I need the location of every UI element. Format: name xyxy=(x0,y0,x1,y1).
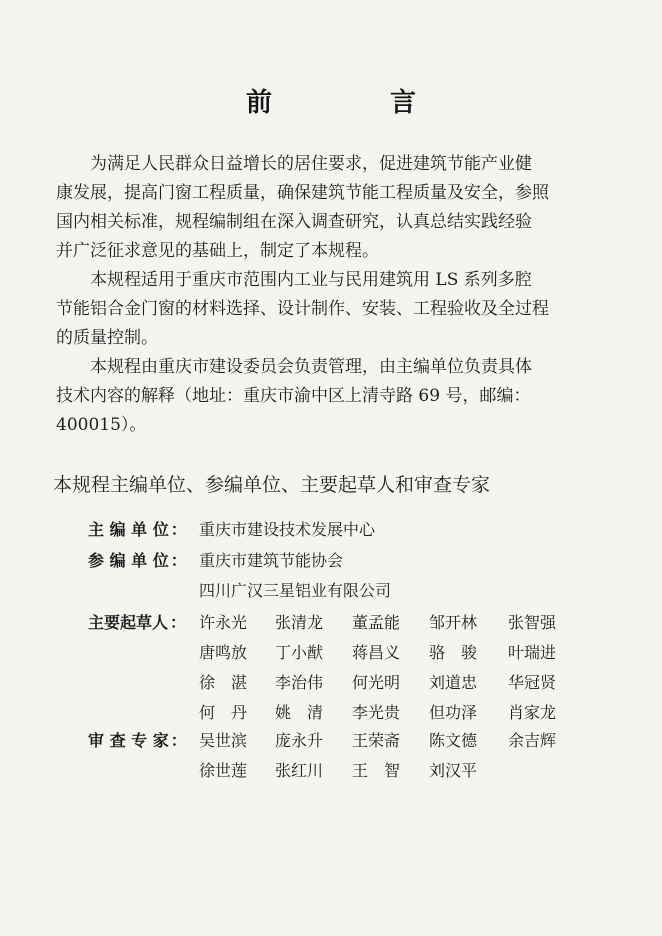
person-name: 肖家龙 xyxy=(508,703,557,722)
person-name: 陈文德 xyxy=(429,731,478,750)
person-name: 李治伟 xyxy=(275,673,324,692)
paragraph-line: 本规程适用于重庆市范围内工业与民用建筑用 LS 系列多腔 xyxy=(90,270,532,290)
person-name: 丁小猷 xyxy=(275,643,324,662)
person-name: 王 智 xyxy=(352,761,401,780)
person-name: 张红川 xyxy=(275,761,324,780)
person-name: 王荣斋 xyxy=(352,731,401,750)
label-colon: ： xyxy=(170,731,187,750)
person-name: 张智强 xyxy=(508,613,557,632)
chief-unit-label-text: 主 编 单 位 xyxy=(88,520,169,539)
person-name: 华冠贤 xyxy=(508,673,557,692)
person-name: 庞永升 xyxy=(275,731,324,750)
paragraph-line: 的质量控制。 xyxy=(56,328,158,348)
person-name: 唐鸣放 xyxy=(199,643,248,662)
person-name: 何 丹 xyxy=(199,703,248,722)
chief-unit-label xyxy=(88,517,187,540)
person-name: 董孟能 xyxy=(352,613,401,632)
credits-heading: 本规程主编单位、参编单位、主要起草人和审查专家 xyxy=(53,474,491,496)
person-name: 蒋昌义 xyxy=(352,643,401,662)
person-name: 邹开林 xyxy=(429,613,478,632)
co-unit-1: 重庆市建筑节能协会 xyxy=(199,551,344,570)
person-name: 吴世滨 xyxy=(199,731,248,750)
co-units-label-text: 参 编 单 位 xyxy=(88,551,169,570)
person-name: 何光明 xyxy=(352,673,401,692)
person-name: 许永光 xyxy=(199,613,248,632)
person-name: 张清龙 xyxy=(275,613,324,632)
person-name: 余吉辉 xyxy=(508,731,557,750)
paragraph-line: 并广泛征求意见的基础上，制定了本规程。 xyxy=(56,241,379,261)
chief-unit-value: 重庆市建设技术发展中心 xyxy=(199,520,376,539)
reviewers-label xyxy=(88,728,187,751)
drafters-label xyxy=(88,610,186,633)
person-name: 徐世莲 xyxy=(199,761,248,780)
paragraph-line: 节能铝合金门窗的材料选择、设计制作、安装、工程验收及全过程 xyxy=(56,299,549,319)
page-title: 前 言 xyxy=(245,88,462,118)
paragraph-line: 为满足人民群众日益增长的居住要求，促进建筑节能产业健 xyxy=(90,154,532,174)
paragraph-line: 本规程由重庆市建设委员会负责管理，由主编单位负责具体 xyxy=(90,357,532,377)
person-name: 李光贵 xyxy=(352,703,401,722)
paragraph-line: 400015）。 xyxy=(56,415,147,435)
paragraph-line: 国内相关标准，规程编制组在深入调查研究，认真总结实践经验 xyxy=(56,212,532,232)
label-colon: ： xyxy=(170,551,187,570)
label-colon: ： xyxy=(170,520,187,539)
person-name: 姚 清 xyxy=(275,703,324,722)
label-colon: ： xyxy=(170,613,187,632)
co-unit-2: 四川广汉三星铝业有限公司 xyxy=(199,581,392,600)
drafters-label-text: 主要起草人 xyxy=(88,613,169,632)
paragraph-line: 康发展，提高门窗工程质量，确保建筑节能工程质量及安全，参照 xyxy=(56,183,549,203)
person-name: 叶瑞进 xyxy=(508,643,557,662)
co-units-label xyxy=(88,548,187,571)
person-name: 刘汉平 xyxy=(429,761,478,780)
person-name: 刘道忠 xyxy=(429,673,478,692)
person-name: 但功泽 xyxy=(429,703,478,722)
person-name: 徐 湛 xyxy=(199,673,248,692)
paragraph-line: 技术内容的解释（地址：重庆市渝中区上清寺路 69 号，邮编： xyxy=(56,386,531,406)
reviewers-label-text: 审 查 专 家 xyxy=(88,731,169,750)
person-name: 骆 骏 xyxy=(429,643,478,662)
